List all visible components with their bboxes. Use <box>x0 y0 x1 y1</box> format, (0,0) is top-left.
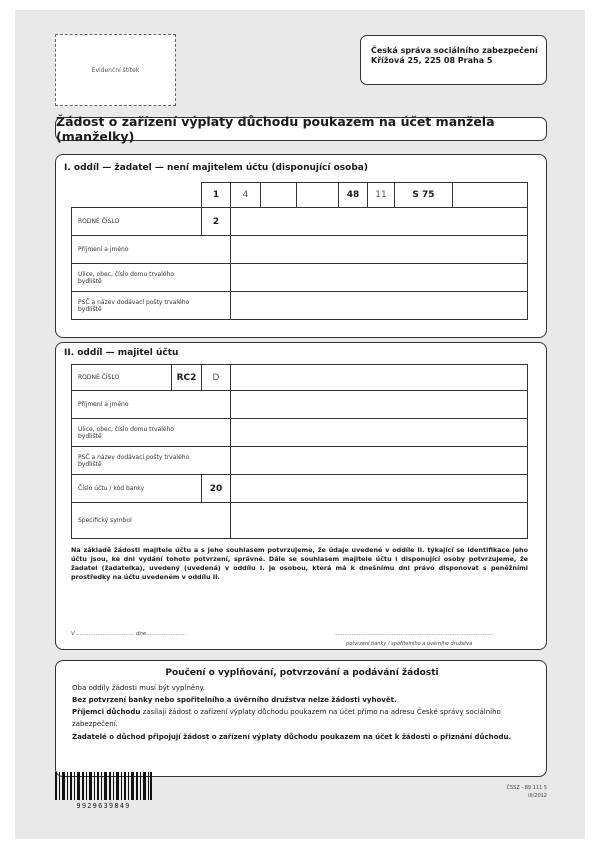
section-1-panel <box>55 154 547 338</box>
instructions-line-3-rest: zasílají žádost o zařízení výplaty důchodu poukazem na účet přímo na adresu České správy sociálního zabezpečení. <box>72 708 501 728</box>
s1-postcode-label: PSČ a název dodávací pošty trvalého bydliště <box>71 291 231 320</box>
address-box <box>360 35 547 85</box>
s2-name-label: Příjmení a jméno <box>71 390 231 419</box>
address-line-1: Česká správa sociálního zabezpečení <box>371 46 538 55</box>
s1-top-cell-5[interactable]: 48 <box>338 182 368 208</box>
signature-dots[interactable]: ........................................................................................... <box>334 631 494 637</box>
s1-street-input[interactable] <box>230 263 528 292</box>
declaration-text: Na základě žádosti majitele účtu a s jeho souhlasem potvrzujeme, že údaje uvedené v oddíle II. týkající se identifikace jeho účtu jsou, ke dni vydání tohoto potvrzení, správné. Dále se souhlasem majitele účtu i disponující osoby potvrzujeme, že žadatel (žadatelka), uvedený (uvedená) v oddílu I. je osobou, která má k dnešnímu dni právo disponovat s peněžními prostředky na účtu uvedeném v oddílu II. <box>71 546 528 581</box>
s2-street-input[interactable] <box>230 418 528 447</box>
s1-birth-number-label: RODNÉ ČÍSLO <box>71 207 202 236</box>
s2-birth-number-label: RODNÉ ČÍSLO <box>71 364 172 391</box>
s1-birth-number-code: 2 <box>201 207 231 236</box>
s1-postcode-input[interactable] <box>230 291 528 320</box>
s2-birth-number-extra: D <box>201 364 231 391</box>
s2-birth-number-input[interactable] <box>230 364 528 391</box>
form-version: III/2012 <box>528 793 547 799</box>
instructions-line-1: Oba oddíly žádosti musí být vyplněny. <box>72 684 205 692</box>
s1-top-cell-8[interactable] <box>452 182 528 208</box>
signature-caption: potvrzení banky / spořitelního a úvěrního družstva <box>346 641 473 647</box>
form-page <box>15 10 585 839</box>
form-code: ČSSZ - 89 111 5 <box>506 785 547 791</box>
instructions-line-3 <box>72 706 532 730</box>
s1-top-cell-2[interactable]: 4 <box>230 182 261 208</box>
s2-street-label: Ulice, obec, číslo domu trvalého bydliště <box>71 418 231 447</box>
s1-top-cell-6[interactable]: 11 <box>367 182 395 208</box>
form-title-text: Žádost o zařízení výplaty důchodu poukazem na účet manžela (manželky) <box>56 114 495 144</box>
s2-symbol-input[interactable] <box>230 502 528 539</box>
s2-symbol-label: Specifický symbol <box>71 502 231 539</box>
registration-sticker-area <box>55 34 176 106</box>
s1-top-cell-7[interactable]: S 75 <box>394 182 453 208</box>
barcode-bars <box>55 772 152 800</box>
s1-top-cell-1[interactable]: 1 <box>201 182 231 208</box>
s2-birth-number-code: RC2 <box>171 364 202 391</box>
instructions-title: Poučení o vyplňování, potvrzování a podávání žádosti <box>165 668 439 678</box>
s2-account-code: 20 <box>201 474 231 503</box>
place-date-line[interactable]: V ................................. dne....................... <box>71 631 187 637</box>
s2-account-label: Číslo účtu / kód banky <box>71 474 202 503</box>
instructions-line-2: Bez potvrzení banky nebo spořitelního a úvěrního družstva nelze žádosti vyhovět. <box>72 696 397 704</box>
s1-name-input[interactable] <box>230 235 528 264</box>
instructions-line-3-bold: Příjemci důchodu <box>72 708 141 716</box>
address-line-2: Křížová 25, 225 08 Praha 5 <box>371 56 493 65</box>
section-2-panel <box>55 342 547 650</box>
s2-postcode-label: PSČ a název dodávací pošty trvalého bydliště <box>71 446 231 475</box>
s1-top-cell-3[interactable] <box>260 182 297 208</box>
s2-postcode-input[interactable] <box>230 446 528 475</box>
s1-street-label: Ulice, obec, číslo domu trvalého bydliště <box>71 263 231 292</box>
s1-name-label: Příjmení a jméno <box>71 235 231 264</box>
barcode <box>55 772 152 812</box>
instructions-panel <box>55 660 547 777</box>
instructions-line-4: Žadatelé o důchod připojují žádost o zařízení výplaty důchodu poukazem na účet k žádosti o přiznání důchodu. <box>72 733 512 741</box>
s1-top-cell-4[interactable] <box>296 182 339 208</box>
section-1-title: I. oddíl — žadatel — není majitelem účtu (disponující osoba) <box>64 163 368 173</box>
s2-account-input[interactable] <box>230 474 528 503</box>
form-title <box>55 114 547 144</box>
stamp-label: Evidenční štítek <box>91 66 140 74</box>
s1-birth-number-input[interactable] <box>230 207 528 236</box>
section-2-title: II. oddíl — majitel účtu <box>64 348 179 358</box>
s2-name-input[interactable] <box>230 390 528 419</box>
barcode-number: 9929639849 <box>76 802 131 810</box>
